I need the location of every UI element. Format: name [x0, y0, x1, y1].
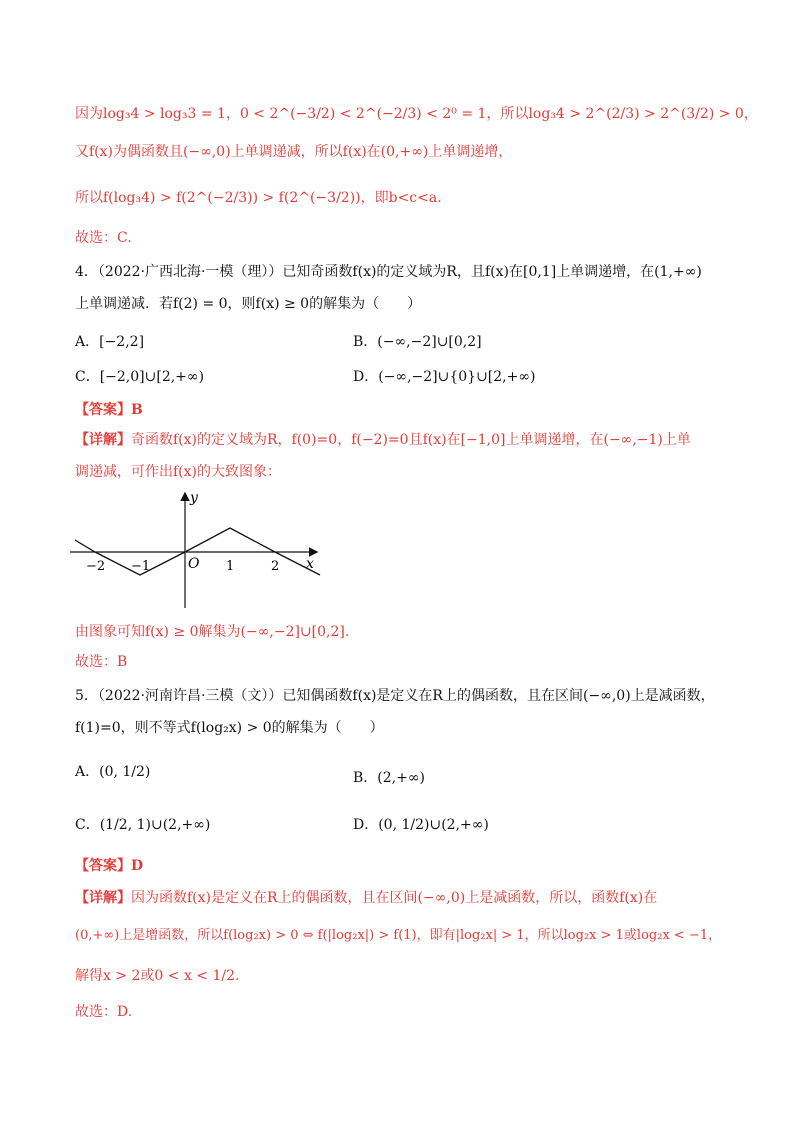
tick-label-2: 2: [271, 559, 280, 574]
q4-detail-line1: [75, 430, 691, 450]
q4-option-d: D．(−∞,−2]∪{0}∪[2,+∞): [353, 369, 536, 385]
tick-label-neg2: −2: [86, 559, 106, 574]
tick-label-neg1: −1: [131, 559, 151, 574]
q5-conclusion: 故选：D.: [75, 1004, 133, 1020]
q4-conclusion-line1: 由图象可知f(x) ≥ 0解集为(−∞,−2]∪[0,2].: [75, 624, 350, 640]
q4-detail-tag: 【详解】: [75, 432, 131, 448]
q4-answer: 【答案】B: [75, 402, 143, 418]
q5-option-b: B．(2,+∞): [353, 770, 425, 786]
q5-stem-line1: 5．（2022·河南许昌·三模（文））已知偶函数f(x)是定义在R上的偶函数，且在区间(−∞,0)上是减函数，: [75, 688, 715, 704]
q5-answer: 【答案】D: [75, 858, 144, 874]
q5-detail-line1: [75, 888, 657, 908]
q4-conclusion-line2: 故选：B: [75, 654, 128, 670]
q5-detail-tag: 【详解】: [75, 890, 131, 906]
q4-stem-line2: 上单调递减．若f(2) = 0，则f(x) ≥ 0的解集为（ ）: [75, 296, 422, 312]
solution3-line3: 所以f(log₃4) > f(2^(−2/3)) > f(2^(−3/2))，即b<c<a.: [75, 190, 442, 206]
q5-option-a: A．(0, 1/2): [75, 764, 151, 780]
tick-label-1: 1: [226, 559, 235, 574]
q5-option-d: D．(0, 1/2)∪(2,+∞): [353, 817, 489, 833]
q5-option-c: C．(1/2, 1)∪(2,+∞): [75, 817, 211, 833]
q5-stem-line2: f(1)=0，则不等式f(log₂x) > 0的解集为（ ）: [75, 720, 384, 736]
q4-option-c: C．[−2,0]∪[2,+∞): [75, 369, 205, 385]
q5-detail-line3: 解得x > 2或0 < x < 1/2.: [75, 968, 240, 984]
q4-option-b: B．(−∞,−2]∪[0,2]: [353, 334, 482, 350]
q5-detail-text: 因为函数f(x)是定义在R上的偶函数，且在区间(−∞,0)上是减函数，所以，函数f(x)在: [131, 890, 658, 906]
solution3-line1: 因为log₃4 > log₃3 = 1，0 < 2^(−3/2) < 2^(−2/3) < 2⁰ = 1，所以log₃4 > 2^(2/3) > 2^(3/2) > 0，: [75, 106, 758, 122]
q4-detail-line2: 调递减，可作出f(x)的大致图象：: [75, 464, 282, 480]
solution3-line2: 又f(x)为偶函数且(−∞,0)上单调递减，所以f(x)在(0,+∞)上单调递增，: [75, 144, 513, 160]
origin-label: O: [188, 556, 200, 572]
q5-detail-line2: (0,+∞)上是增函数，所以f(log₂x) > 0 ⇔ f(|log₂x|) > f(1)，即有|log₂x| > 1，所以log₂x > 1或log₂x < −1，: [75, 928, 722, 943]
q4-stem-line1: 4．（2022·广西北海·一模（理））已知奇函数f(x)的定义域为R，且f(x)在[0,1]上单调递增，在(1,+∞): [75, 264, 702, 280]
y-axis-label: y: [190, 490, 198, 506]
function-graph: [70, 490, 330, 615]
q4-detail-text: 奇函数f(x)的定义域为R，f(0)=0，f(−2)=0且f(x)在[−1,0]上单调递增，在(−∞,−1)上单: [131, 432, 691, 448]
q4-option-a: A．[−2,2]: [75, 334, 145, 350]
x-axis-label: x: [306, 556, 314, 572]
solution3-conclusion: 故选：C.: [75, 230, 132, 246]
